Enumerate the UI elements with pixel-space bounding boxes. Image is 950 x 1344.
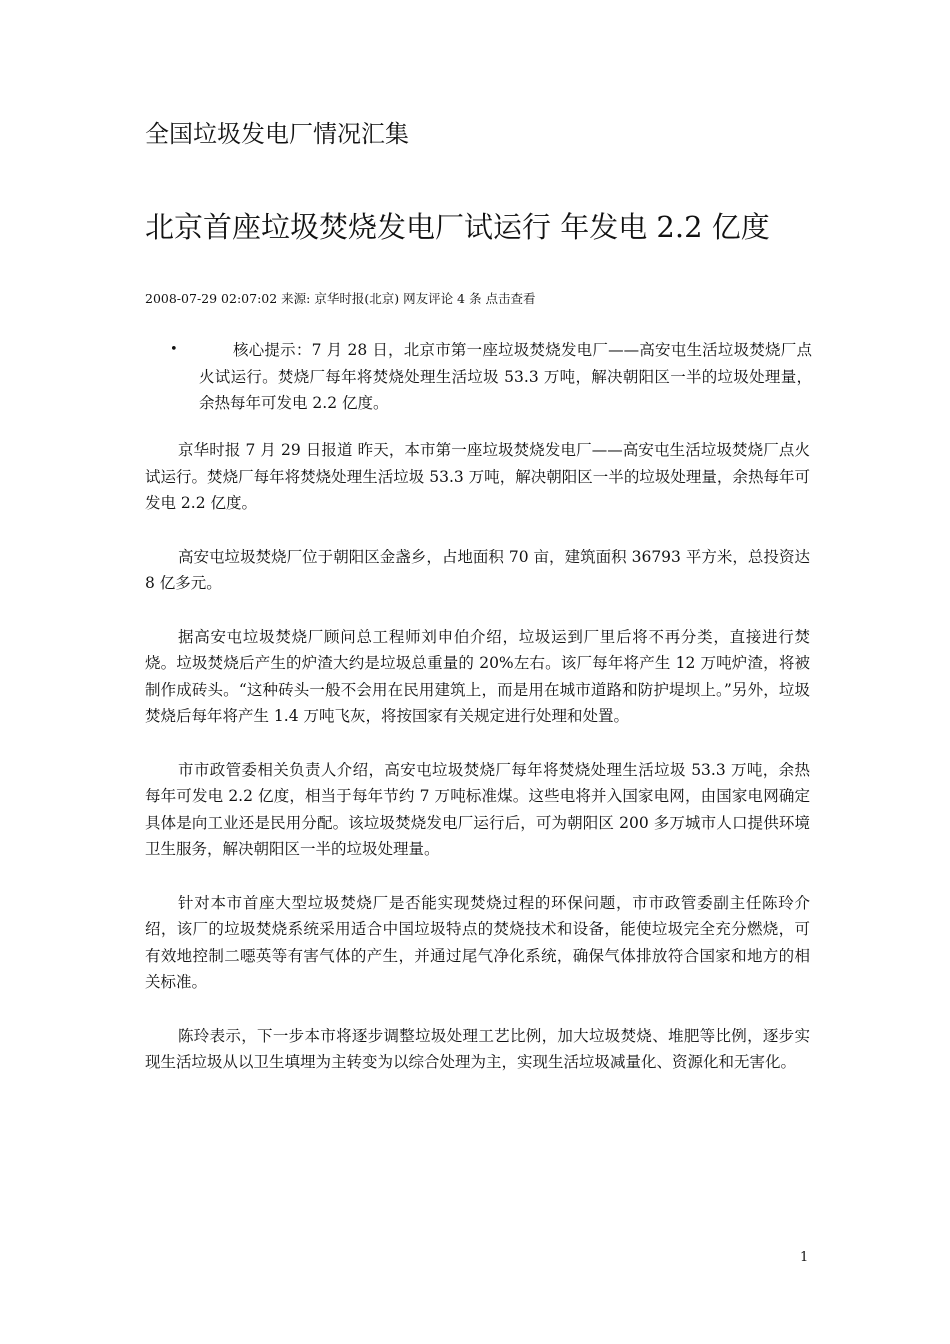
bullet-icon: • bbox=[170, 342, 178, 357]
body-paragraph: 据高安屯垃圾焚烧厂顾问总工程师刘申伯介绍，垃圾运到厂里后将不再分类，直接进行焚烧。垃圾焚烧后产生的炉渣大约是垃圾总重量的 20%左右。该厂每年将产生 12 万吨炉渣，将被制作成砖头。“这种砖头一般不会用在民用建筑上，而是用在城市道路和防护堤坝上。”另外，垃圾焚烧后每年将产生 1.4 万吨飞灰，将按国家有关规定进行处理和处置。 bbox=[145, 627, 810, 725]
article-title: 北京首座垃圾焚烧发电厂试运行 年发电 2.2 亿度 bbox=[145, 210, 770, 244]
body-paragraph: 京华时报 7 月 29 日报道 昨天，本市第一座垃圾焚烧发电厂——高安屯生活垃圾焚烧厂点火试运行。焚烧厂每年将焚烧处理生活垃圾 53.3 万吨，解决朝阳区一半的垃圾处理量，余热每年可发电 2.2 亿度。 bbox=[145, 441, 810, 512]
body-paragraph: 陈玲表示，下一步本市将逐步调整垃圾处理工艺比例，加大垃圾焚烧、堆肥等比例，逐步实现生活垃圾从以卫生填埋为主转变为以综合处理为主，实现生活垃圾减量化、资源化和无害化。 bbox=[145, 1026, 810, 1071]
body-paragraph: 市市政管委相关负责人介绍，高安屯垃圾焚烧厂每年将焚烧处理生活垃圾 53.3 万吨，余热每年可发电 2.2 亿度，相当于每年节约 7 万吨标准煤。这些电将并入国家电网，由国家电网确定具体是向工业还是民用分配。该垃圾焚烧发电厂运行后，可为朝阳区 200 多万城市人口提供环境卫生服务，解决朝阳区一半的垃圾处理量。 bbox=[145, 760, 810, 858]
summary-block bbox=[170, 337, 812, 417]
document-heading: 全国垃圾发电厂情况汇集 bbox=[145, 120, 409, 148]
article-meta: 2008-07-29 02:07:02 来源: 京华时报(北京) 网友评论 4 条 点击查看 bbox=[145, 291, 536, 306]
article-body bbox=[145, 437, 810, 1103]
page-number: 1 bbox=[800, 1250, 809, 1265]
body-paragraph: 针对本市首座大型垃圾焚烧厂是否能实现焚烧过程的环保问题，市市政管委副主任陈玲介绍，该厂的垃圾焚烧系统采用适合中国垃圾特点的焚烧技术和设备，能使垃圾完全充分燃烧，可有效地控制二噁英等有害气体的产生，并通过尾气净化系统，确保气体排放符合国家和地方的相关标准。 bbox=[145, 893, 810, 991]
summary-text: 核心提示：7 月 28 日，北京市第一座垃圾焚烧发电厂——高安屯生活垃圾焚烧厂点火试运行。焚烧厂每年将焚烧处理生活垃圾 53.3 万吨，解决朝阳区一半的垃圾处理量，余热每年可发电 2.2 亿度。 bbox=[199, 341, 812, 412]
body-paragraph: 高安屯垃圾焚烧厂位于朝阳区金盏乡，占地面积 70 亩，建筑面积 36793 平方米，总投资达 8 亿多元。 bbox=[145, 547, 810, 592]
